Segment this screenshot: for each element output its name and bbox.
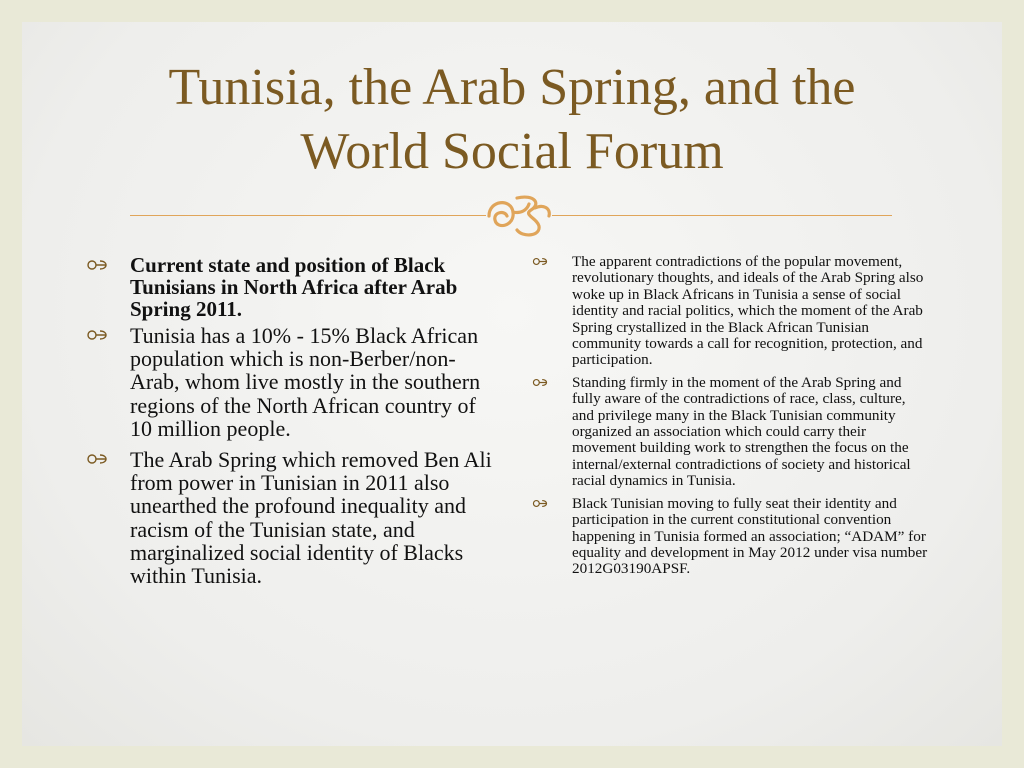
scroll-bullet-icon	[86, 453, 108, 465]
list-item	[84, 254, 494, 320]
flourish-icon	[477, 186, 563, 242]
divider-line-left	[130, 215, 486, 216]
slide-title-line-1: Tunisia, the Arab Spring, and the	[168, 59, 856, 116]
divider-line-right	[552, 215, 892, 216]
scroll-bullet-icon	[532, 378, 548, 387]
list-item-text: Current state and position of Black Tunisians in North Africa after Arab Spring 2011.	[130, 253, 458, 321]
list-item	[530, 496, 930, 578]
list-item	[84, 448, 494, 587]
list-item	[84, 324, 494, 440]
list-item	[530, 375, 930, 490]
slide-title	[22, 56, 1002, 184]
list-item-text: Tunisia has a 10% - 15% Black African population which is non-Berber/non-Arab, whom live mostly in the southern regions of the North African country of 10 million people.	[130, 323, 481, 441]
list-item-text: Black Tunisian moving to fully seat their identity and participation in the current constitutional convention happening in Tunisia formed an association; “ADAM” for equality and development in May 2012 under visa number 2012G03190APSF.	[572, 494, 928, 578]
list-item-text: The Arab Spring which removed Ben Ali from power in Tunisian in 2011 also unearthed the profound inequality and racism of the Tunisian state, and marginalized social identity of Blacks within Tunisia.	[130, 447, 492, 589]
list-item-text: Standing firmly in the moment of the Arab Spring and fully aware of the contradictions of race, class, culture, and privilege many in the Black Tunisian community organized an association which could carry their movement building work to strengthen the focus on the internal/external contradictions of society and historical racial dynamics in Tunisia.	[572, 373, 911, 490]
list-item	[530, 254, 930, 369]
scroll-bullet-icon	[532, 257, 548, 266]
right-column-list	[530, 254, 930, 584]
scroll-bullet-icon	[86, 329, 108, 341]
scroll-bullet-icon	[86, 259, 108, 271]
left-column-list	[84, 254, 494, 595]
scroll-bullet-icon	[532, 499, 548, 508]
slide	[22, 22, 1002, 746]
slide-title-line-2: World Social Forum	[300, 123, 724, 180]
list-item-text: The apparent contradictions of the popular movement, revolutionary thoughts, and ideals of the Arab Spring also woke up in Black Africans in Tunisia a sense of social identity and racial politics, which the moment of the Arab Spring crystallized in the Black African Tunisian community towards a call for recognition, protection, and participation.	[572, 253, 924, 369]
